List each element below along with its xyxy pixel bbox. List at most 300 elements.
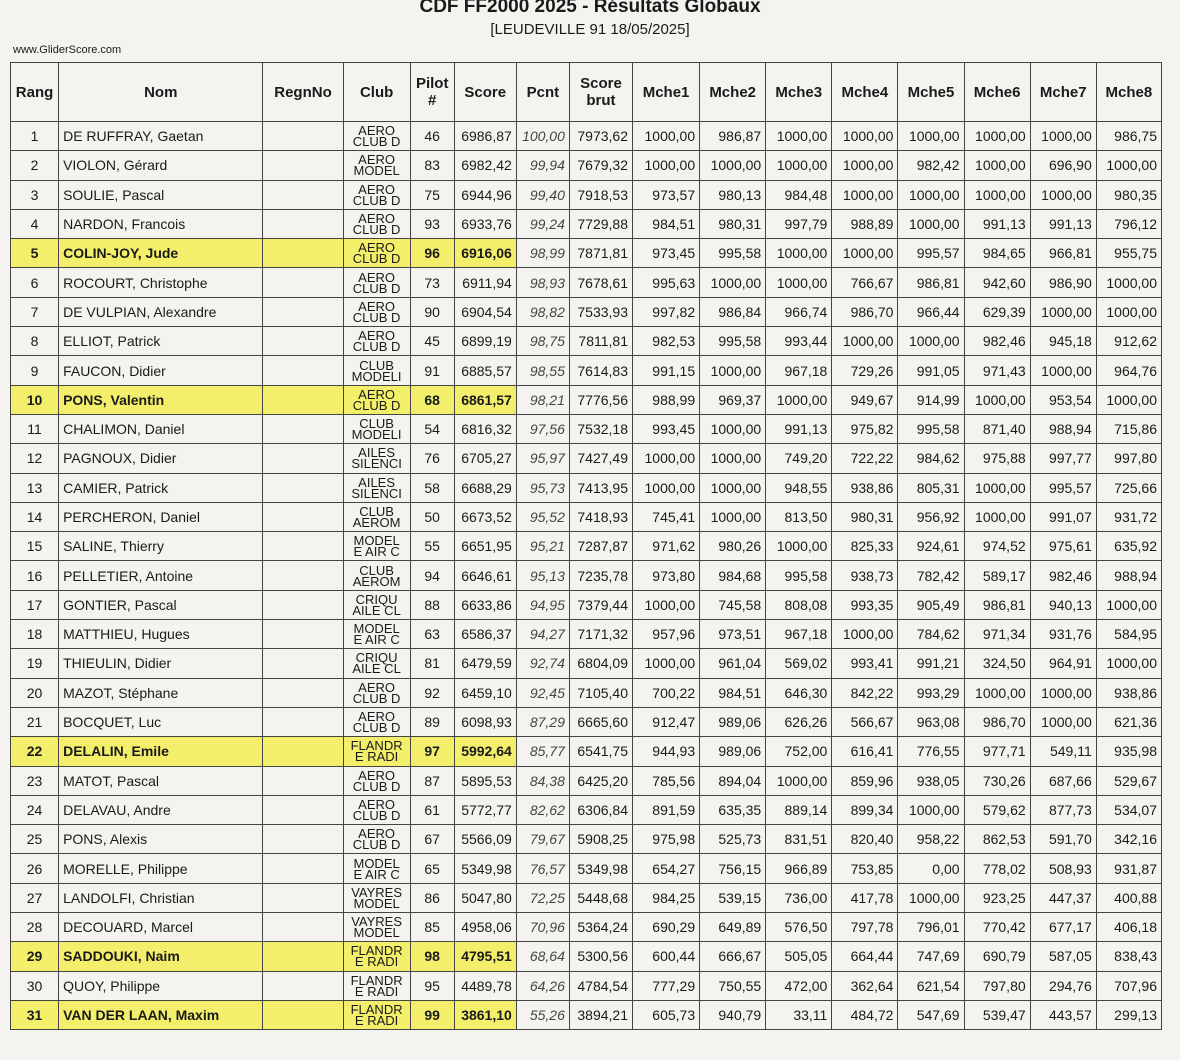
cell-mche1: 944,93 — [633, 737, 700, 766]
cell-mche3: 997,79 — [766, 209, 832, 238]
col-header-nom: Nom — [59, 63, 263, 122]
header-row — [11, 63, 1162, 122]
club-line-1: CRIQU — [355, 591, 398, 607]
cell-mche7: 986,90 — [1030, 268, 1096, 297]
cell-score-brut: 7287,87 — [569, 532, 632, 561]
cell-mche3: 967,18 — [766, 356, 832, 385]
cell-mche1: 785,56 — [633, 766, 700, 795]
cell-mche2: 756,15 — [700, 854, 766, 883]
cell-rang: 14 — [11, 502, 59, 531]
cell-score-brut: 7533,93 — [569, 297, 632, 326]
cell-score-brut: 5448,68 — [569, 883, 632, 912]
cell-rang: 10 — [11, 385, 59, 414]
cell-nom: BOCQUET, Luc — [59, 707, 263, 736]
cell-mche7: 966,81 — [1030, 239, 1096, 268]
cell-mche3: 1000,00 — [766, 151, 832, 180]
cell-mche2: 1000,00 — [700, 444, 766, 473]
col-header-rang: Rang — [11, 63, 59, 122]
cell-mche4: 938,73 — [832, 561, 898, 590]
club-line-2: E AIR C — [353, 632, 400, 648]
table-row — [11, 971, 1162, 1000]
cell-mche4: 993,41 — [832, 649, 898, 678]
club-line-2: CLUB D — [352, 807, 401, 823]
cell-mche2: 635,35 — [700, 795, 766, 824]
cell-mche2: 940,79 — [700, 1000, 766, 1029]
cell-pcnt: 64,26 — [516, 971, 569, 1000]
cell-score: 6861,57 — [454, 385, 516, 414]
club-line-2: SILENCI — [351, 456, 402, 472]
cell-mche7: 982,46 — [1030, 561, 1096, 590]
club-line-1: AERO — [358, 269, 396, 285]
cell-nom: DECOUARD, Marcel — [59, 913, 263, 942]
cell-mche8: 584,95 — [1096, 620, 1161, 649]
cell-mche6: 986,81 — [964, 590, 1030, 619]
cell-mche2: 989,06 — [700, 737, 766, 766]
cell-mche3: 948,55 — [766, 473, 832, 502]
cell-mche5: 958,22 — [898, 825, 964, 854]
cell-mche1: 777,29 — [633, 971, 700, 1000]
cell-nom: VIOLON, Gérard — [59, 151, 263, 180]
cell-club — [343, 268, 410, 297]
table-row — [11, 297, 1162, 326]
cell-score-brut: 7427,49 — [569, 444, 632, 473]
cell-mche3: 33,11 — [766, 1000, 832, 1029]
col-header-score-brut: Score brut — [569, 63, 632, 122]
cell-score-brut: 6665,60 — [569, 707, 632, 736]
cell-mche8: 955,75 — [1096, 239, 1161, 268]
cell-mche4: 766,67 — [832, 268, 898, 297]
cell-pcnt: 98,75 — [516, 327, 569, 356]
cell-nom: THIEULIN, Didier — [59, 649, 263, 678]
club-line-2: E RADI — [354, 1013, 399, 1029]
cell-club — [343, 707, 410, 736]
cell-club — [343, 678, 410, 707]
cell-pilot: 86 — [410, 883, 454, 912]
cell-mche5: 991,21 — [898, 649, 964, 678]
cell-pcnt: 87,29 — [516, 707, 569, 736]
cell-mche3: 995,58 — [766, 561, 832, 590]
cell-club — [343, 327, 410, 356]
cell-mche8: 1000,00 — [1096, 590, 1161, 619]
cell-mche7: 953,54 — [1030, 385, 1096, 414]
cell-mche2: 984,68 — [700, 561, 766, 590]
cell-mche6: 1000,00 — [964, 180, 1030, 209]
club-line-2: E RADI — [354, 749, 399, 765]
club-line-2: MODELI — [351, 427, 402, 443]
cell-mche7: 940,13 — [1030, 590, 1096, 619]
cell-mche5: 956,92 — [898, 502, 964, 531]
club-line-1: FLANDR — [350, 1002, 403, 1018]
cell-club — [343, 502, 410, 531]
cell-score-brut: 6804,09 — [569, 649, 632, 678]
club-line-1: CLUB — [359, 416, 394, 432]
cell-club — [343, 620, 410, 649]
cell-rang: 30 — [11, 971, 59, 1000]
cell-mche8: 938,86 — [1096, 678, 1161, 707]
cell-mche2: 1000,00 — [700, 502, 766, 531]
cell-pilot: 89 — [410, 707, 454, 736]
cell-club — [343, 825, 410, 854]
cell-mche4: 993,35 — [832, 590, 898, 619]
cell-mche3: 1000,00 — [766, 766, 832, 795]
cell-mche6: 324,50 — [964, 649, 1030, 678]
table-row — [11, 444, 1162, 473]
cell-mche7: 1000,00 — [1030, 180, 1096, 209]
cell-score: 3861,10 — [454, 1000, 516, 1029]
cell-pilot: 87 — [410, 766, 454, 795]
cell-mche7: 587,05 — [1030, 942, 1096, 971]
cell-rang: 3 — [11, 180, 59, 209]
cell-score: 6651,95 — [454, 532, 516, 561]
cell-club — [343, 209, 410, 238]
col-header-mche5: Mche5 — [898, 63, 964, 122]
cell-mche6: 982,46 — [964, 327, 1030, 356]
cell-mche2: 1000,00 — [700, 414, 766, 443]
cell-score: 6098,93 — [454, 707, 516, 736]
cell-mche2: 969,37 — [700, 385, 766, 414]
col-header-regnno: RegnNo — [263, 63, 343, 122]
cell-club — [343, 649, 410, 678]
cell-mche2: 995,58 — [700, 239, 766, 268]
cell-mche1: 654,27 — [633, 854, 700, 883]
cell-mche2: 973,51 — [700, 620, 766, 649]
col-header-club: Club — [343, 63, 410, 122]
table-row — [11, 1000, 1162, 1029]
cell-mche5: 966,44 — [898, 297, 964, 326]
cell-mche1: 971,62 — [633, 532, 700, 561]
club-line-1: AERO — [358, 709, 396, 725]
cell-pilot: 73 — [410, 268, 454, 297]
cell-mche1: 745,41 — [633, 502, 700, 531]
cell-club — [343, 151, 410, 180]
cell-club — [343, 854, 410, 883]
cell-mche4: 842,22 — [832, 678, 898, 707]
table-row — [11, 707, 1162, 736]
cell-mche3: 626,26 — [766, 707, 832, 736]
cell-mche3: 889,14 — [766, 795, 832, 824]
cell-score: 6673,52 — [454, 502, 516, 531]
cell-mche5: 547,69 — [898, 1000, 964, 1029]
cell-mche5: 1000,00 — [898, 795, 964, 824]
cell-regnno — [263, 473, 343, 502]
cell-regnno — [263, 590, 343, 619]
cell-mche2: 666,67 — [700, 942, 766, 971]
cell-mche2: 750,55 — [700, 971, 766, 1000]
cell-mche3: 576,50 — [766, 913, 832, 942]
cell-mche6: 1000,00 — [964, 385, 1030, 414]
col-header-score: Score — [454, 63, 516, 122]
cell-nom: LANDOLFI, Christian — [59, 883, 263, 912]
cell-nom: CAMIER, Patrick — [59, 473, 263, 502]
cell-score-brut: 7871,81 — [569, 239, 632, 268]
cell-score-brut: 6306,84 — [569, 795, 632, 824]
cell-club — [343, 766, 410, 795]
cell-mche2: 1000,00 — [700, 473, 766, 502]
cell-mche6: 730,26 — [964, 766, 1030, 795]
cell-mche4: 938,86 — [832, 473, 898, 502]
cell-regnno — [263, 356, 343, 385]
table-row — [11, 414, 1162, 443]
cell-mche4: 1000,00 — [832, 122, 898, 151]
cell-nom: PERCHERON, Daniel — [59, 502, 263, 531]
club-line-1: AERO — [358, 386, 396, 402]
table-row — [11, 356, 1162, 385]
club-line-2: CLUB D — [352, 309, 401, 325]
cell-mche1: 973,57 — [633, 180, 700, 209]
cell-score-brut: 7729,88 — [569, 209, 632, 238]
cell-mche5: 905,49 — [898, 590, 964, 619]
table-row — [11, 327, 1162, 356]
cell-mche1: 912,47 — [633, 707, 700, 736]
club-line-1: AERO — [358, 298, 396, 314]
cell-nom: PONS, Valentin — [59, 385, 263, 414]
cell-mche5: 782,42 — [898, 561, 964, 590]
col-header-mche8: Mche8 — [1096, 63, 1161, 122]
cell-mche1: 605,73 — [633, 1000, 700, 1029]
club-line-1: FLANDR — [350, 972, 403, 988]
club-line-2: CLUB D — [352, 222, 401, 238]
cell-nom: GONTIER, Pascal — [59, 590, 263, 619]
club-line-2: CLUB D — [352, 280, 401, 296]
cell-pcnt: 55,26 — [516, 1000, 569, 1029]
cell-mche1: 984,25 — [633, 883, 700, 912]
cell-club — [343, 414, 410, 443]
cell-mche4: 1000,00 — [832, 180, 898, 209]
cell-nom: VAN DER LAAN, Maxim — [59, 1000, 263, 1029]
cell-score-brut: 7614,83 — [569, 356, 632, 385]
cell-rang: 9 — [11, 356, 59, 385]
cell-mche2: 980,26 — [700, 532, 766, 561]
page-subtitle: [LEUDEVILLE 91 18/05/2025] — [490, 21, 690, 38]
cell-mche5: 1000,00 — [898, 122, 964, 151]
club-line-1: AILES — [358, 474, 396, 490]
cell-score: 4795,51 — [454, 942, 516, 971]
cell-mche7: 294,76 — [1030, 971, 1096, 1000]
club-line-2: E RADI — [354, 954, 399, 970]
club-line-1: FLANDR — [350, 943, 403, 959]
cell-pcnt: 92,45 — [516, 678, 569, 707]
cell-mche5: 982,42 — [898, 151, 964, 180]
cell-rang: 26 — [11, 854, 59, 883]
cell-score-brut: 7811,81 — [569, 327, 632, 356]
cell-nom: SALINE, Thierry — [59, 532, 263, 561]
cell-pilot: 81 — [410, 649, 454, 678]
club-line-1: AERO — [358, 767, 396, 783]
cell-score-brut: 7418,93 — [569, 502, 632, 531]
cell-mche4: 980,31 — [832, 502, 898, 531]
cell-mche4: 1000,00 — [832, 620, 898, 649]
cell-rang: 1 — [11, 122, 59, 151]
cell-mche8: 406,18 — [1096, 913, 1161, 942]
cell-mche5: 963,08 — [898, 707, 964, 736]
cell-rang: 31 — [11, 1000, 59, 1029]
cell-mche8: 621,36 — [1096, 707, 1161, 736]
cell-nom: DELALIN, Emile — [59, 737, 263, 766]
cell-mche7: 877,73 — [1030, 795, 1096, 824]
cell-mche1: 1000,00 — [633, 122, 700, 151]
cell-pcnt: 95,97 — [516, 444, 569, 473]
table-row — [11, 854, 1162, 883]
cell-mche1: 1000,00 — [633, 590, 700, 619]
cell-mche7: 997,77 — [1030, 444, 1096, 473]
cell-mche4: 820,40 — [832, 825, 898, 854]
cell-mche3: 1000,00 — [766, 239, 832, 268]
col-header-mche4: Mche4 — [832, 63, 898, 122]
cell-pcnt: 95,13 — [516, 561, 569, 590]
cell-mche1: 690,29 — [633, 913, 700, 942]
cell-mche2: 961,04 — [700, 649, 766, 678]
cell-nom: MORELLE, Philippe — [59, 854, 263, 883]
cell-nom: SADDOUKI, Naim — [59, 942, 263, 971]
cell-pilot: 83 — [410, 151, 454, 180]
cell-mche2: 986,84 — [700, 297, 766, 326]
cell-nom: FAUCON, Didier — [59, 356, 263, 385]
cell-regnno — [263, 737, 343, 766]
cell-pcnt: 99,24 — [516, 209, 569, 238]
cell-regnno — [263, 561, 343, 590]
cell-rang: 22 — [11, 737, 59, 766]
cell-mche8: 715,86 — [1096, 414, 1161, 443]
club-line-1: FLANDR — [350, 738, 403, 754]
cell-club — [343, 1000, 410, 1029]
cell-score: 6633,86 — [454, 590, 516, 619]
cell-pcnt: 95,52 — [516, 502, 569, 531]
cell-club — [343, 913, 410, 942]
cell-score: 6885,57 — [454, 356, 516, 385]
table-row — [11, 678, 1162, 707]
cell-score: 5047,80 — [454, 883, 516, 912]
cell-mche3: 984,48 — [766, 180, 832, 209]
club-line-2: CLUB D — [352, 720, 401, 736]
cell-score: 5895,53 — [454, 766, 516, 795]
cell-score: 6586,37 — [454, 620, 516, 649]
cell-nom: PELLETIER, Antoine — [59, 561, 263, 590]
table-row — [11, 239, 1162, 268]
col-header-mche3: Mche3 — [766, 63, 832, 122]
table-row — [11, 122, 1162, 151]
cell-score-brut: 7235,78 — [569, 561, 632, 590]
club-line-1: VAYRES — [351, 914, 403, 930]
cell-mche8: 534,07 — [1096, 795, 1161, 824]
cell-mche3: 505,05 — [766, 942, 832, 971]
cell-mche5: 784,62 — [898, 620, 964, 649]
table-row — [11, 268, 1162, 297]
cell-mche1: 973,45 — [633, 239, 700, 268]
results-table — [10, 62, 1162, 1030]
cell-mche7: 696,90 — [1030, 151, 1096, 180]
col-header-mche2: Mche2 — [700, 63, 766, 122]
cell-mche5: 993,29 — [898, 678, 964, 707]
cell-club — [343, 942, 410, 971]
cell-mche5: 924,61 — [898, 532, 964, 561]
cell-mche6: 991,13 — [964, 209, 1030, 238]
cell-mche6: 579,62 — [964, 795, 1030, 824]
cell-mche8: 912,62 — [1096, 327, 1161, 356]
cell-mche5: 0,00 — [898, 854, 964, 883]
cell-rang: 23 — [11, 766, 59, 795]
club-line-2: CLUB D — [352, 397, 401, 413]
cell-pcnt: 95,73 — [516, 473, 569, 502]
cell-regnno — [263, 268, 343, 297]
cell-mche8: 342,16 — [1096, 825, 1161, 854]
cell-mche1: 993,45 — [633, 414, 700, 443]
table-row — [11, 151, 1162, 180]
cell-mche8: 1000,00 — [1096, 151, 1161, 180]
cell-club — [343, 385, 410, 414]
col-header-mche7: Mche7 — [1030, 63, 1096, 122]
cell-mche7: 1000,00 — [1030, 122, 1096, 151]
cell-pilot: 90 — [410, 297, 454, 326]
cell-pilot: 94 — [410, 561, 454, 590]
cell-mche3: 1000,00 — [766, 532, 832, 561]
cell-pilot: 99 — [410, 1000, 454, 1029]
cell-regnno — [263, 707, 343, 736]
col-header-mche1: Mche1 — [633, 63, 700, 122]
cell-regnno — [263, 913, 343, 942]
cell-mche6: 942,60 — [964, 268, 1030, 297]
cell-nom: ELLIOT, Patrick — [59, 327, 263, 356]
cell-mche8: 1000,00 — [1096, 649, 1161, 678]
club-line-1: AERO — [358, 679, 396, 695]
cell-rang: 21 — [11, 707, 59, 736]
cell-pilot: 76 — [410, 444, 454, 473]
cell-mche5: 747,69 — [898, 942, 964, 971]
table-row — [11, 913, 1162, 942]
cell-pcnt: 79,67 — [516, 825, 569, 854]
cell-score-brut: 5364,24 — [569, 913, 632, 942]
club-line-1: MODEL — [353, 621, 400, 637]
cell-nom: DE RUFFRAY, Gaetan — [59, 122, 263, 151]
cell-mche4: 1000,00 — [832, 239, 898, 268]
cell-score-brut: 7105,40 — [569, 678, 632, 707]
cell-nom: CHALIMON, Daniel — [59, 414, 263, 443]
cell-score: 6479,59 — [454, 649, 516, 678]
cell-mche6: 971,43 — [964, 356, 1030, 385]
cell-mche8: 1000,00 — [1096, 268, 1161, 297]
table-row — [11, 561, 1162, 590]
cell-mche7: 964,91 — [1030, 649, 1096, 678]
cell-pilot: 97 — [410, 737, 454, 766]
cell-mche2: 1000,00 — [700, 356, 766, 385]
cell-score-brut: 7973,62 — [569, 122, 632, 151]
cell-mche4: 797,78 — [832, 913, 898, 942]
cell-mche5: 914,99 — [898, 385, 964, 414]
cell-pcnt: 100,00 — [516, 122, 569, 151]
cell-mche3: 967,18 — [766, 620, 832, 649]
table-row — [11, 502, 1162, 531]
cell-score: 6986,87 — [454, 122, 516, 151]
club-line-2: CLUB D — [352, 134, 401, 150]
cell-rang: 25 — [11, 825, 59, 854]
cell-rang: 16 — [11, 561, 59, 590]
cell-mche4: 566,67 — [832, 707, 898, 736]
cell-mche7: 931,76 — [1030, 620, 1096, 649]
cell-club — [343, 971, 410, 1000]
cell-pilot: 58 — [410, 473, 454, 502]
cell-club — [343, 297, 410, 326]
cell-mche7: 677,17 — [1030, 913, 1096, 942]
cell-mche4: 899,34 — [832, 795, 898, 824]
cell-pcnt: 99,94 — [516, 151, 569, 180]
cell-pcnt: 98,93 — [516, 268, 569, 297]
cell-pcnt: 72,25 — [516, 883, 569, 912]
cell-mche6: 862,53 — [964, 825, 1030, 854]
table-row — [11, 209, 1162, 238]
cell-mche1: 1000,00 — [633, 151, 700, 180]
cell-regnno — [263, 1000, 343, 1029]
cell-pilot: 55 — [410, 532, 454, 561]
cell-regnno — [263, 795, 343, 824]
